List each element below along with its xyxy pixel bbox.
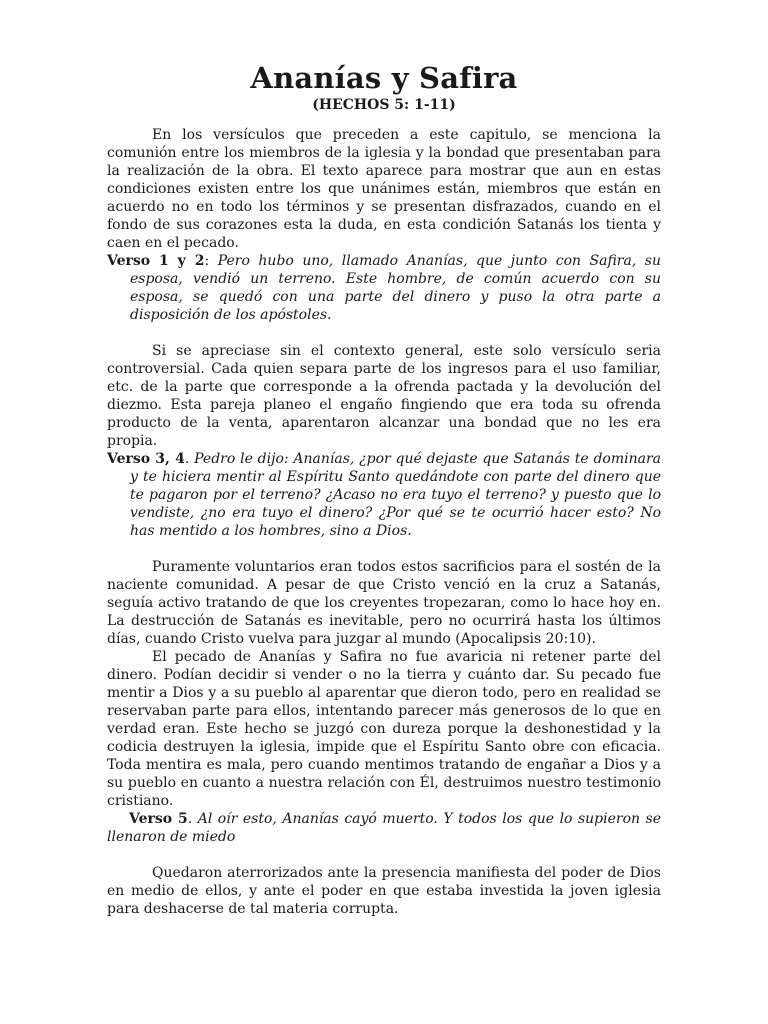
paragraph-conclusion: Quedaron aterrorizados ante la presencia manifiesta del poder de Dios en medio de ellos, y ante el poder en que estaba investida la joven iglesia para deshacerse de tal materia corrupta. (107, 865, 661, 917)
verse-3-4-text: Pedro le dijo: Ananías, ¿por qué dejaste que Satanás te dominara y te hiciera mentir al Espíritu Santo quedándote con parte del dinero que te pagaron por el terreno? ¿Acaso no era tuyo el terreno? y puesto que lo vendiste, ¿no era tuyo el dinero? ¿Por qué se te ocurrió hacer esto? No has mentido a los hombres, sino a Dios. (130, 451, 661, 539)
paragraph-sacrifices: Puramente voluntarios eran todos estos sacrificios para el sostén de la naciente comunidad. A pesar de que Cristo venció en la cruz a Satanás, seguía activo tratando de que los creyentes tropezaran, como lo hace hoy en. La destrucción de Satanás es inevitable, pero no ocurrirá hasta los últimos días, cuando Cristo vuelva para juzgar al mundo (Apocalipsis 20:10). (107, 559, 661, 647)
document-subtitle: (HECHOS 5: 1-11) (312, 97, 456, 113)
verse-1-2-ref: Verso 1 y 2 (107, 253, 205, 269)
document-title: Ananías y Safira (250, 61, 518, 95)
verse-3-4-sep: . (184, 451, 195, 467)
paragraph-context: Si se apreciase sin el contexto general, este solo versículo seria controversial. Cada quien separa parte de los ingresos para el uso familiar, etc. de la parte que corresponde a la ofrenda pactada y la devolución del diezmo. Esta pareja planeo el engaño fingiendo que era toda su ofrenda producto de la venta, aparentaron alcanzar una bondad que no les era propia. (107, 343, 661, 449)
verse-3-4 (107, 450, 661, 540)
paragraph-sin: El pecado de Ananías y Safira no fue avaricia ni retener parte del dinero. Podían decidir si vender o no la tierra y cuánto dar. Su pecado fue mentir a Dios y a su pueblo al aparentar que dieron todo, pero en realidad se reservaban parte para ellos, intentando parecer más generosos de lo que en verdad eran. Este hecho se juzgó con dureza porque la deshonestidad y la codicia destruyen la iglesia, impide que el Espíritu Santo obre con eficacia. Toda mentira es mala, pero cuando mentimos tratando de engañar a Dios y a su pueblo en cuanto a nuestra relación con Él, destruimos nuestro testimonio cristiano. (107, 649, 661, 809)
verse-1-2 (107, 252, 661, 324)
verse-5 (107, 810, 661, 846)
verse-5-text: Al oír esto, Ananías cayó muerto. Y todos los que lo supieron se llenaron de miedo (107, 811, 661, 845)
verse-1-2-text: Pero hubo uno, llamado Ananías, que junto con Safira, su esposa, vendió un terreno. Este hombre, de común acuerdo con su esposa, se quedó con una parte del dinero y puso la otra parte a disposición de los apóstoles. (130, 253, 661, 323)
verse-3-4-ref: Verso 3, 4 (107, 451, 185, 467)
verse-5-sep: . (187, 811, 198, 827)
paragraph-intro: En los versículos que preceden a este capitulo, se menciona la comunión entre los miembros de la iglesia y la bondad que presentaban para la realización de la obra. El texto aparece para mostrar que aun en estas condiciones existen entre los que unánimes están, miembros que están en acuerdo no en todo los términos y se presentan disfrazados, cuando en el fondo de sus corazones esta la duda, en esta condición Satanás los tienta y caen en el pecado. (107, 127, 661, 251)
verse-5-ref: Verso 5 (129, 811, 188, 827)
verse-1-2-sep: : (204, 253, 218, 269)
